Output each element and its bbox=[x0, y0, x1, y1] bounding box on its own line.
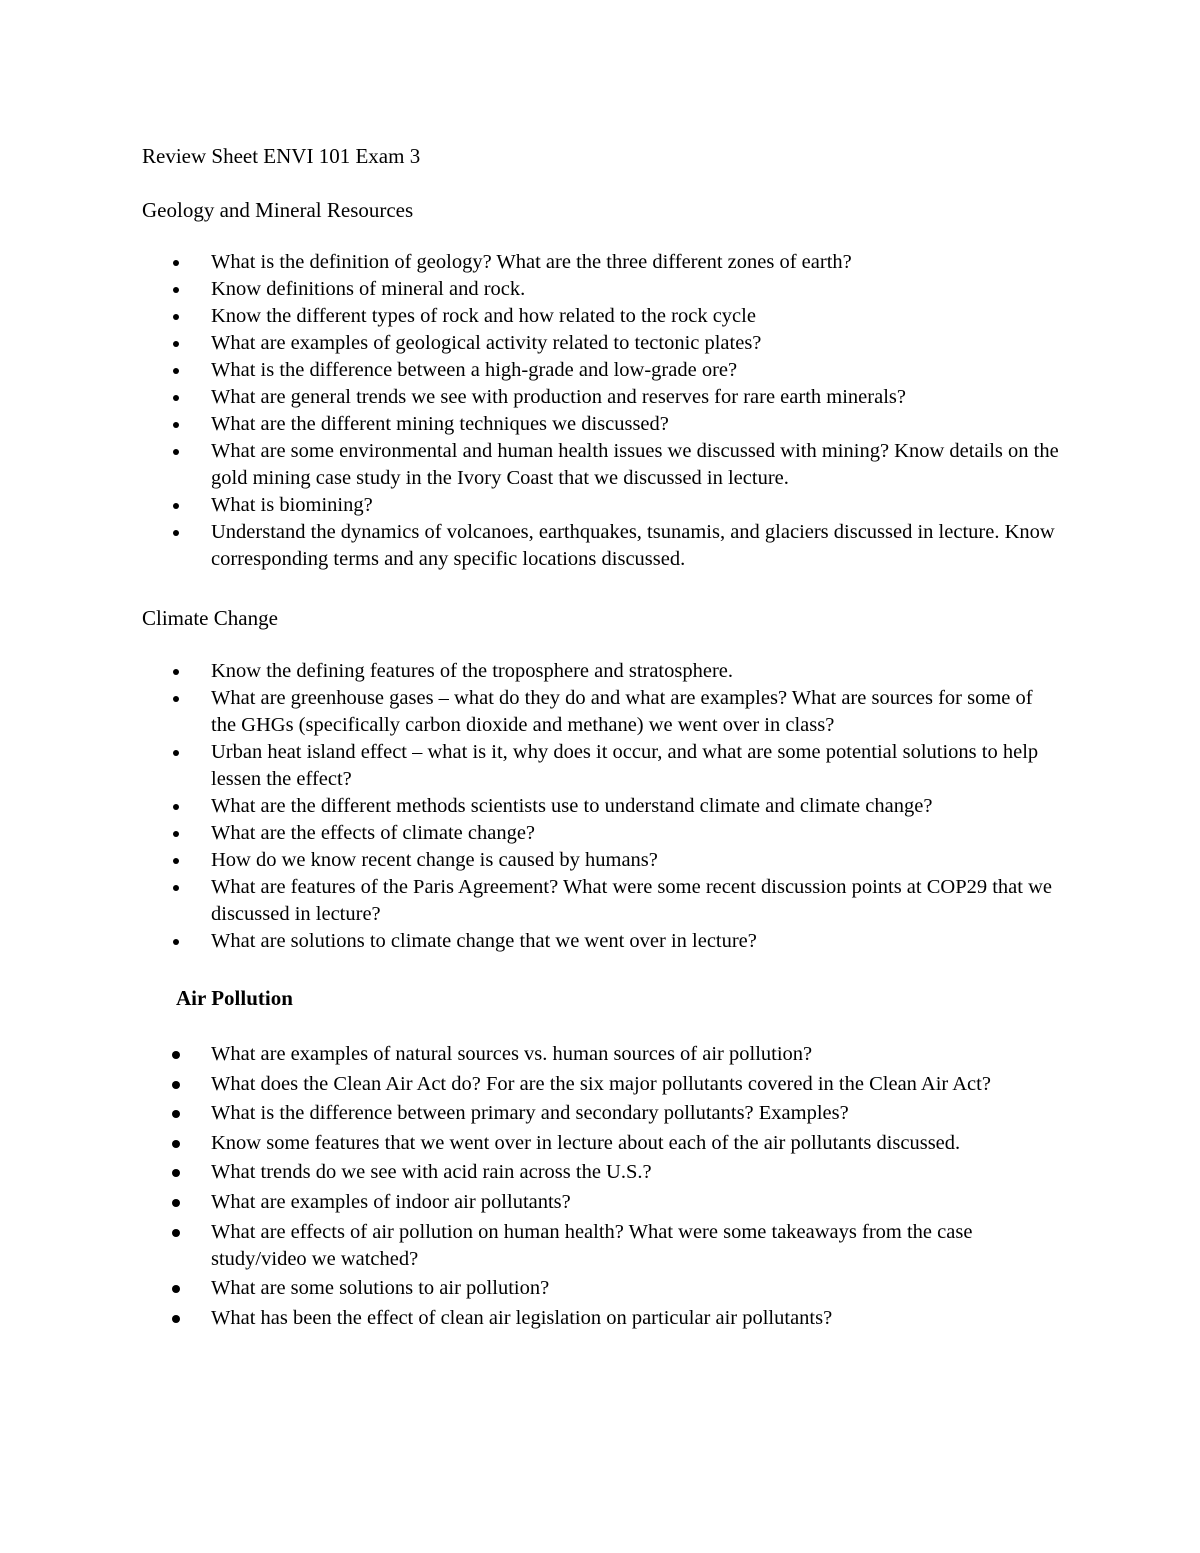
list-item bbox=[0, 276, 1061, 303]
list-item bbox=[0, 1071, 1061, 1098]
list-item bbox=[0, 1130, 1061, 1157]
bullet-icon bbox=[173, 449, 179, 455]
list-item-text: What are solutions to climate change that we went over in lecture? bbox=[211, 930, 757, 952]
list-item bbox=[0, 847, 1061, 874]
list-item-text: How do we know recent change is caused by humans? bbox=[211, 849, 658, 871]
list-item bbox=[0, 384, 1061, 411]
bullet-icon bbox=[173, 341, 179, 347]
section-heading-climate-change: Climate Change bbox=[142, 606, 278, 630]
bullet-icon bbox=[173, 503, 179, 509]
list-item bbox=[0, 303, 1061, 330]
list-item bbox=[0, 1189, 1061, 1216]
list-item bbox=[0, 685, 1061, 739]
list-item-text: What is the definition of geology? What are the three different zones of earth? bbox=[211, 251, 852, 273]
list-item-text: What are the different mining techniques we discussed? bbox=[211, 413, 669, 435]
bullet-icon bbox=[173, 669, 179, 675]
list-item bbox=[0, 739, 1061, 793]
list-item-text: What are general trends we see with production and reserves for rare earth minerals? bbox=[211, 386, 906, 408]
list-item bbox=[0, 1219, 1061, 1273]
bullet-icon bbox=[173, 858, 179, 864]
list-item-text: Know some features that we went over in lecture about each of the air pollutants discussed. bbox=[211, 1131, 961, 1154]
list-item-text: Know the different types of rock and how related to the rock cycle bbox=[211, 305, 756, 327]
list-item-text: Urban heat island effect – what is it, why does it occur, and what are some potential solutions to help lessen the effect? bbox=[211, 741, 1039, 790]
air-pollution-question-list bbox=[0, 1041, 991, 1332]
bullet-icon bbox=[173, 314, 179, 320]
list-item-text: What are greenhouse gases – what do they do and what are examples? What are sources for some of the GHGs (specifically carbon dioxide and methane) we went over in class? bbox=[211, 687, 1033, 736]
bullet-icon bbox=[172, 1169, 180, 1177]
section-geology bbox=[0, 197, 1059, 573]
bullet-icon bbox=[172, 1081, 180, 1089]
list-item-text: What are examples of indoor air pollutants? bbox=[211, 1190, 571, 1213]
bullet-icon bbox=[173, 804, 179, 810]
list-item bbox=[0, 793, 1061, 820]
list-item bbox=[0, 928, 1061, 955]
list-item bbox=[0, 820, 1061, 847]
bullet-icon bbox=[173, 395, 179, 401]
bullet-icon bbox=[172, 1199, 180, 1207]
list-item-text: Know the defining features of the troposphere and stratosphere. bbox=[211, 660, 734, 682]
list-item-text: Know definitions of mineral and rock. bbox=[211, 278, 526, 300]
bullet-icon bbox=[172, 1229, 180, 1237]
bullet-icon bbox=[172, 1140, 180, 1148]
list-item-text: What does the Clean Air Act do? For are the six major pollutants covered in the Clean Air Act? bbox=[211, 1072, 991, 1095]
list-item-text: What is biomining? bbox=[211, 494, 373, 516]
section-heading-geology: Geology and Mineral Resources bbox=[142, 198, 414, 222]
list-item bbox=[0, 357, 1061, 384]
bullet-icon bbox=[173, 422, 179, 428]
list-item bbox=[0, 1100, 1061, 1127]
list-item bbox=[0, 1305, 1061, 1332]
list-item bbox=[0, 249, 1061, 276]
list-item bbox=[0, 519, 1061, 573]
bullet-icon bbox=[173, 939, 179, 945]
bullet-icon bbox=[172, 1285, 180, 1293]
list-item bbox=[0, 1041, 1061, 1068]
section-air-pollution bbox=[0, 985, 991, 1334]
list-item-text: What are examples of geological activity related to tectonic plates? bbox=[211, 332, 762, 354]
list-item bbox=[0, 1159, 1061, 1186]
list-item-text: What trends do we see with acid rain across the U.S.? bbox=[211, 1161, 652, 1184]
bullet-icon bbox=[173, 696, 179, 702]
list-item bbox=[0, 438, 1061, 492]
list-item-text: What has been the effect of clean air legislation on particular air pollutants? bbox=[211, 1306, 833, 1329]
bullet-icon bbox=[173, 885, 179, 891]
bullet-icon bbox=[172, 1051, 180, 1059]
list-item-text: What are some solutions to air pollution? bbox=[211, 1277, 550, 1300]
bullet-icon bbox=[172, 1110, 180, 1118]
list-item bbox=[0, 330, 1061, 357]
document-title: Review Sheet ENVI 101 Exam 3 bbox=[142, 144, 421, 168]
list-item bbox=[0, 1275, 1061, 1302]
list-item-text: What are the effects of climate change? bbox=[211, 822, 536, 844]
bullet-icon bbox=[173, 368, 179, 374]
list-item-text: What is the difference between a high-grade and low-grade ore? bbox=[211, 359, 738, 381]
bullet-icon bbox=[173, 831, 179, 837]
list-item-text: What are the different methods scientists use to understand climate and climate change? bbox=[211, 795, 933, 817]
list-item-text: What are effects of air pollution on human health? What were some takeaways from the case study/video we watched? bbox=[211, 1220, 973, 1270]
list-item-text: What are some environmental and human health issues we discussed with mining? Know details on the gold mining case study in the Ivory Coast that we discussed in lecture. bbox=[211, 440, 1059, 489]
list-item bbox=[0, 874, 1061, 928]
list-item bbox=[0, 658, 1061, 685]
list-item-text: What is the difference between primary and secondary pollutants? Examples? bbox=[211, 1102, 849, 1125]
list-item bbox=[0, 492, 1061, 519]
bullet-icon bbox=[173, 530, 179, 536]
bullet-icon bbox=[173, 750, 179, 756]
bullet-icon bbox=[172, 1315, 180, 1323]
climate-question-list bbox=[0, 658, 1053, 955]
bullet-icon bbox=[173, 260, 179, 266]
bullet-icon bbox=[173, 287, 179, 293]
geology-question-list bbox=[0, 249, 1059, 573]
section-heading-air-pollution: Air Pollution bbox=[176, 986, 293, 1010]
list-item-text: What are features of the Paris Agreement? What were some recent discussion points at COP29 that we discussed in lecture? bbox=[211, 876, 1053, 925]
section-climate-change bbox=[0, 605, 1053, 955]
list-item bbox=[0, 411, 1061, 438]
list-item-text: Understand the dynamics of volcanoes, earthquakes, tsunamis, and glaciers discussed in lecture. Know corresponding terms and any specific locations discussed. bbox=[211, 521, 1055, 570]
list-item-text: What are examples of natural sources vs. human sources of air pollution? bbox=[211, 1043, 813, 1065]
